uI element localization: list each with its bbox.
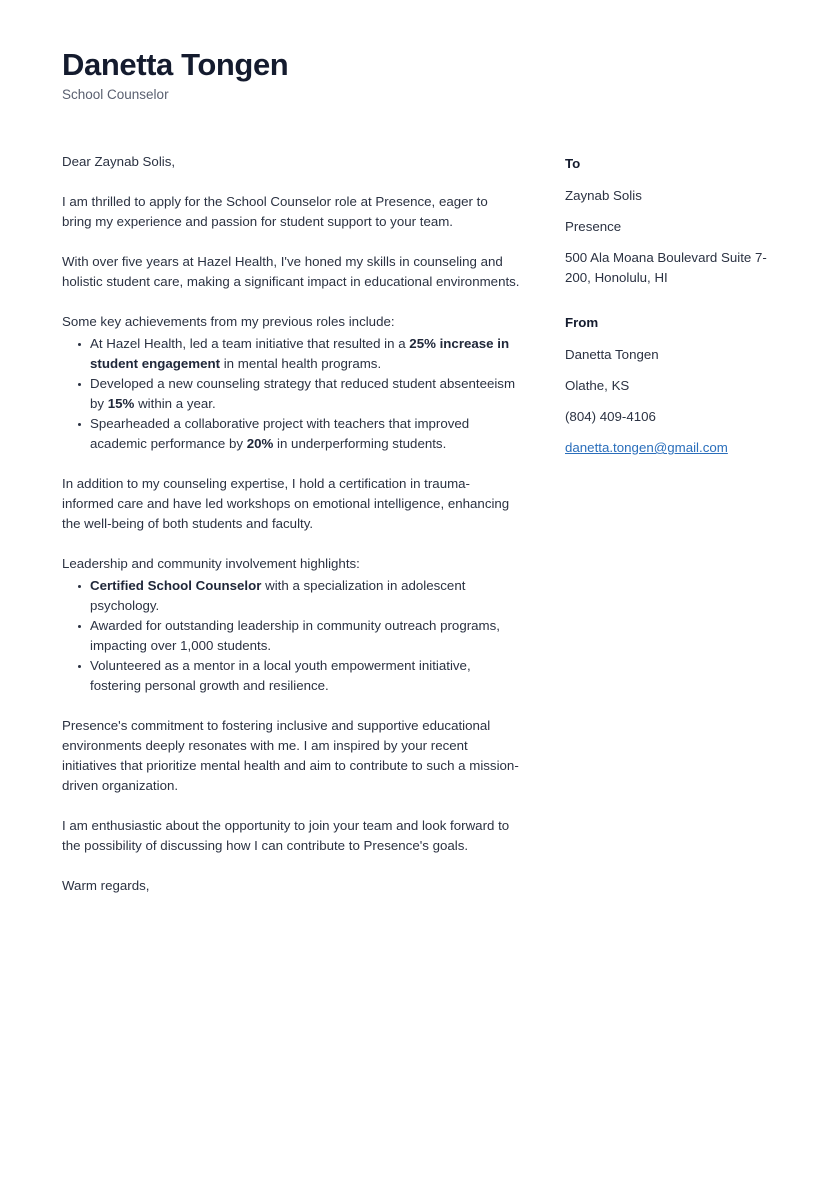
letter-header [62,46,771,104]
leadership-intro: Leadership and community involvement highlights: [62,556,360,571]
bullet-text-post: in underperforming students. [273,436,447,451]
sender-email-link[interactable]: danetta.tongen@gmail.com [565,440,728,455]
bullet-text-pre: Awarded for outstanding leadership in community outreach programs, impacting over 1,000 students. [90,618,500,653]
bullet-text-pre: Spearheaded a collaborative project with teachers that improved academic performance by [90,416,470,451]
bullet-text-post: within a year. [134,396,216,411]
recipient-company: Presence [565,219,622,234]
bullet-text-post: with a specialization in adolescent psychology. [90,578,466,613]
experience-paragraph: With over five years at Hazel Health, I've honed my skills in counseling and holistic student care, making a significant impact in educational environments. [62,254,520,289]
certification-paragraph: In addition to my counseling expertise, I hold a certification in trauma-informed care and have led workshops on emotional intelligence, enhancing the well-being of both students and faculty. [62,476,510,531]
list-item [62,576,520,616]
from-heading: From [565,315,599,330]
bullet-text-bold: 20% [246,436,274,451]
bullet-text-pre: At Hazel Health, led a team initiative that resulted in a [90,336,410,351]
bullet-text-pre: Developed a new counseling strategy that reduced student absenteeism by [90,376,516,411]
letter-body [62,152,520,896]
letter-columns [62,152,771,896]
recipient-name: Zaynab Solis [565,188,642,203]
letter-meta [565,152,775,458]
recipient-address: 500 Ala Moana Boulevard Suite 7-200, Honolulu, HI [565,250,767,285]
from-block [565,314,775,458]
company-fit-paragraph: Presence's commitment to fostering inclusive and supportive educational environments deeply resonates with me. I am inspired by your recent initiatives that prioritize mental health and aim to contribute to such a mission-driven organization. [62,718,519,793]
achievements-intro: Some key achievements from my previous roles include: [62,314,395,329]
list-item [62,374,520,414]
salutation: Dear Zaynab Solis, [62,154,176,169]
list-item [62,656,520,696]
bullet-text-post: in mental health programs. [220,356,382,371]
sender-name: Danetta Tongen [565,347,659,362]
job-title-subtitle: School Counselor [62,87,169,102]
sign-off: Warm regards, [62,878,150,893]
leadership-list [62,576,520,696]
intro-paragraph: I am thrilled to apply for the School Counselor role at Presence, eager to bring my experience and passion for student support to your team. [62,194,488,229]
bullet-text-bold: 25% increase in student engagement [90,336,510,371]
list-item [62,334,520,374]
closing-paragraph: I am enthusiastic about the opportunity to join your team and look forward to the possibility of discussing how I can contribute to Presence's goals. [62,818,510,853]
sender-location: Olathe, KS [565,378,630,393]
to-heading: To [565,156,581,171]
achievements-list [62,334,520,454]
list-item [62,414,520,454]
page-title: Danetta Tongen [62,47,289,82]
bullet-text-pre: Volunteered as a mentor in a local youth empowerment initiative, fostering personal growth and resilience. [90,658,471,693]
bullet-text-bold: Certified School Counselor [90,578,262,593]
sender-phone: (804) 409-4106 [565,409,656,424]
to-block [565,155,775,288]
list-item [62,616,520,656]
bullet-text-bold: 15% [107,396,135,411]
